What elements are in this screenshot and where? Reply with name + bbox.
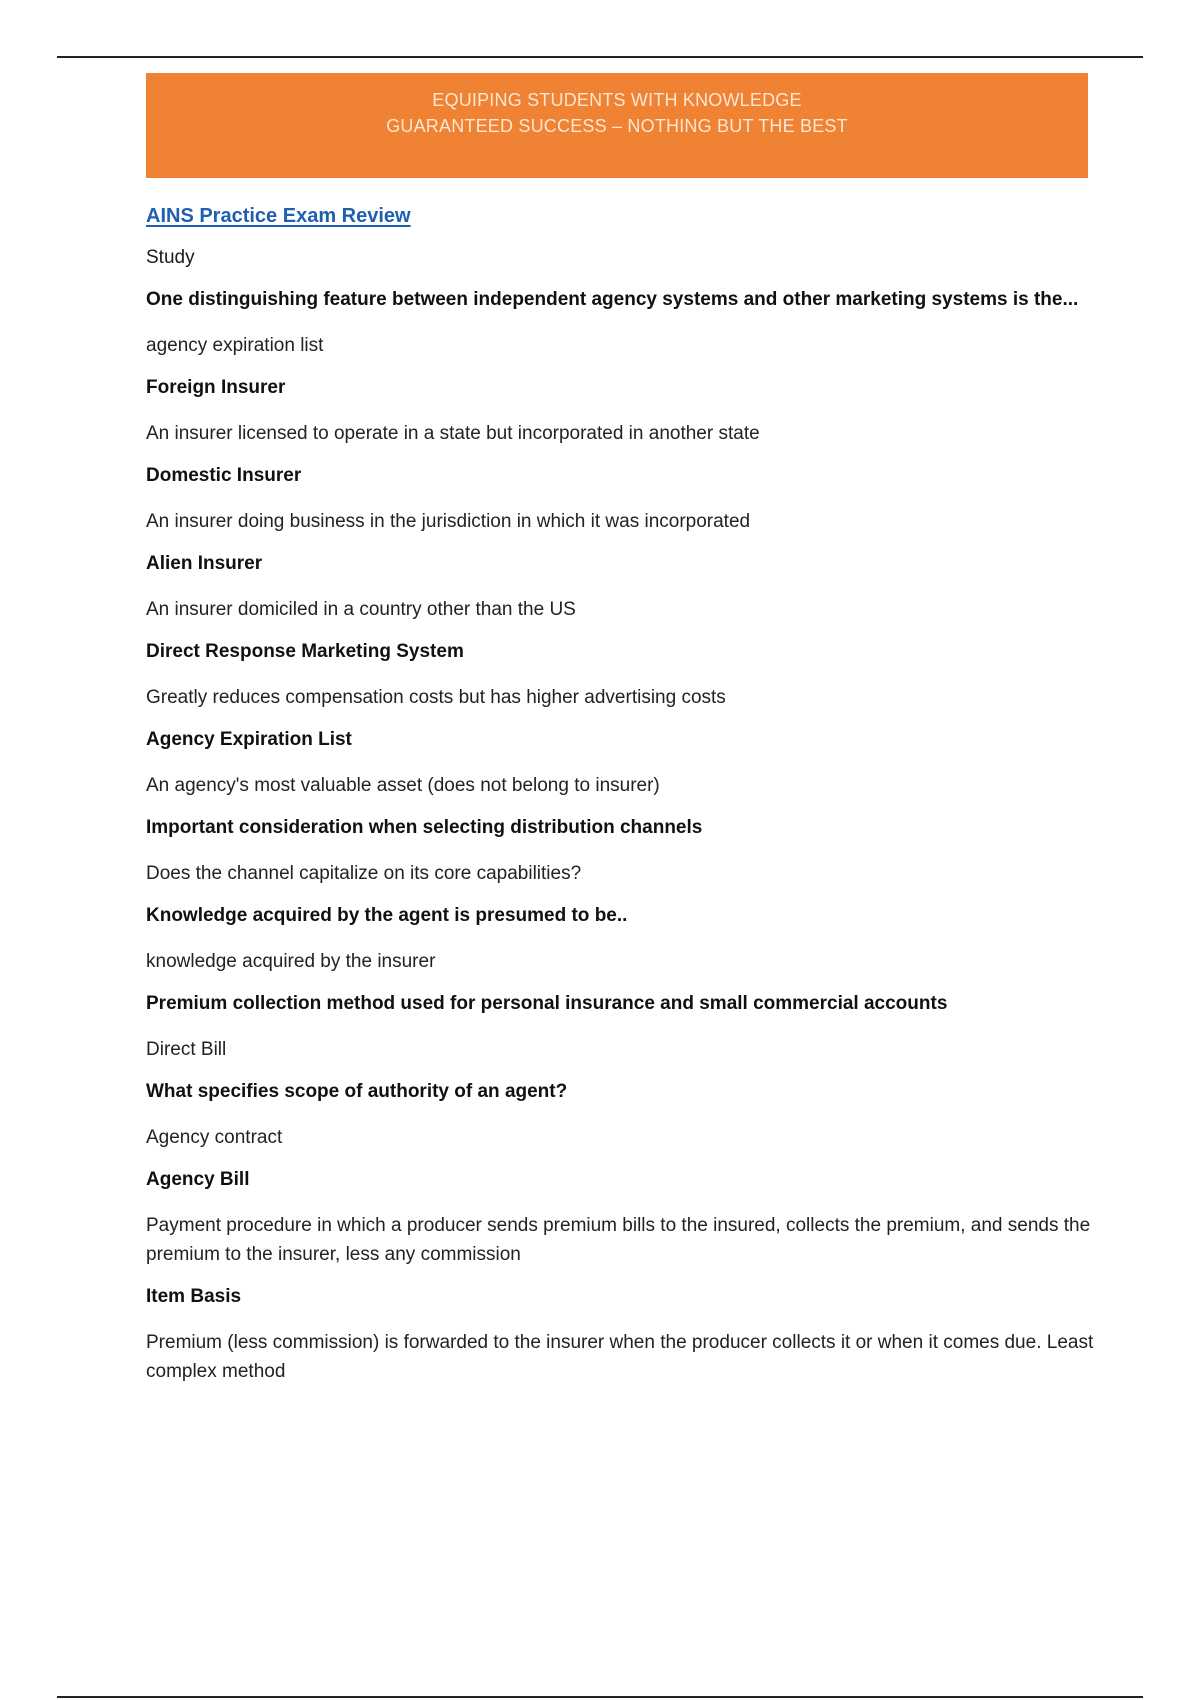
answer: An insurer licensed to operate in a state but incorporated in another state <box>146 423 760 444</box>
question: Domestic Insurer <box>146 465 302 486</box>
answer: Does the channel capitalize on its core capabilities? <box>146 863 582 884</box>
answer: An insurer domiciled in a country other than the US <box>146 599 576 620</box>
answer: Greatly reduces compensation costs but has higher advertising costs <box>146 687 726 708</box>
answer: An agency's most valuable asset (does not belong to insurer) <box>146 775 660 796</box>
question: Foreign Insurer <box>146 377 286 398</box>
question: Important consideration when selecting distribution channels <box>146 817 703 838</box>
answer: Premium (less commission) is forwarded to the insurer when the producer collects it or when it comes due. Least complex method <box>146 1332 1094 1382</box>
answer: Direct Bill <box>146 1039 227 1060</box>
document-body <box>146 202 1096 1400</box>
question: Item Basis <box>146 1286 242 1307</box>
answer: Payment procedure in which a producer sends premium bills to the insured, collects the premium, and sends the premium to the insurer, less any commission <box>146 1215 1091 1265</box>
document-title-link[interactable]: AINS Practice Exam Review <box>146 205 411 227</box>
question: Direct Response Marketing System <box>146 641 464 662</box>
banner-line-2: GUARANTEED SUCCESS – NOTHING BUT THE BEST <box>386 116 848 136</box>
answer: knowledge acquired by the insurer <box>146 951 436 972</box>
bottom-divider <box>57 1696 1143 1698</box>
question: Knowledge acquired by the agent is presumed to be.. <box>146 905 628 926</box>
question: Alien Insurer <box>146 553 263 574</box>
question: Premium collection method used for personal insurance and small commercial accounts <box>146 993 948 1014</box>
document-subtitle: Study <box>146 247 195 268</box>
banner-line-1: EQUIPING STUDENTS WITH KNOWLEDGE <box>432 90 802 110</box>
answer: An insurer doing business in the jurisdiction in which it was incorporated <box>146 511 751 532</box>
question: One distinguishing feature between independent agency systems and other marketing systems is the... <box>146 289 1079 310</box>
question: Agency Bill <box>146 1169 250 1190</box>
answer: agency expiration list <box>146 335 324 356</box>
question: What specifies scope of authority of an agent? <box>146 1081 568 1102</box>
top-divider <box>57 56 1143 58</box>
answer: Agency contract <box>146 1127 283 1148</box>
header-banner <box>146 73 1088 178</box>
question: Agency Expiration List <box>146 729 352 750</box>
